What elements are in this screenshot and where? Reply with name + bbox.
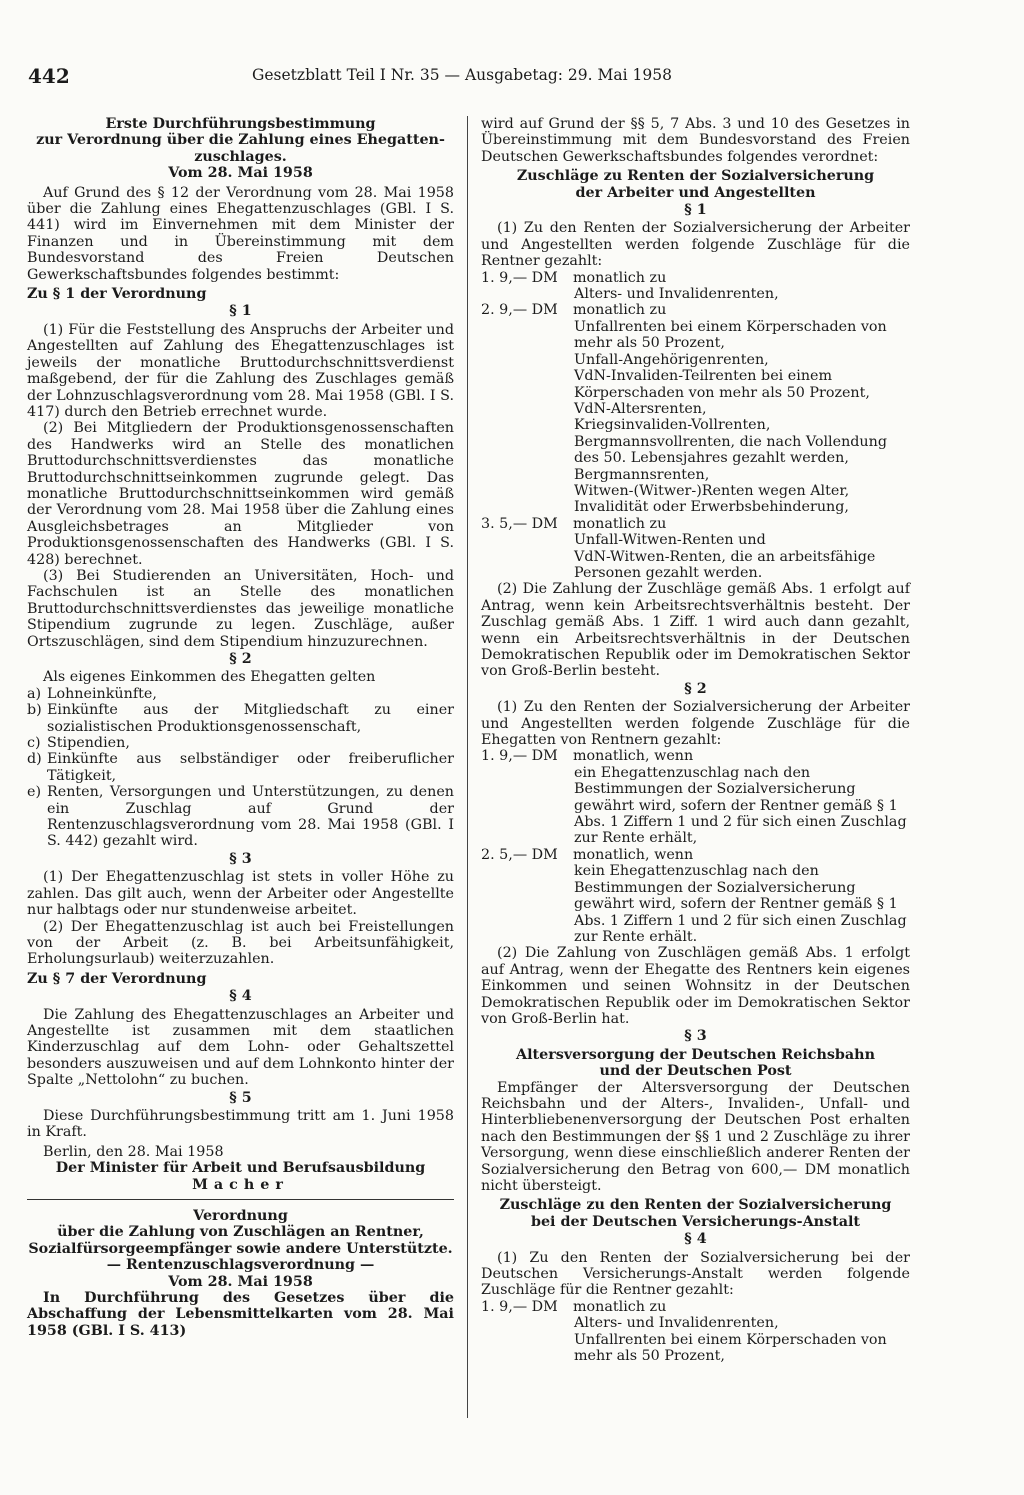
part-heading: Altersversorgung der Deutschen Reichsbahn	[516, 1046, 875, 1063]
list-item: e) Renten, Versorgungen und Unterstützungen, zu denen ein Zuschlag auf Grund der Rentenzuschlagsverordnung vom 28. Mai 1958 (GBl. I S. 442) gezahlt wird.	[27, 784, 454, 850]
decree-title: Erste Durchführungsbestimmung	[105, 116, 376, 132]
paragraph: Als eigenes Einkommen des Ehegatten gelten	[43, 669, 376, 686]
running-head: Gesetzblatt Teil I Nr. 35 — Ausgabetag: 29. Mai 1958	[252, 66, 672, 84]
paragraph: Diese Durchführungsbestimmung tritt am 1. Juni 1958 in Kraft.	[27, 1107, 454, 1141]
section-heading: § 2	[684, 680, 707, 697]
rate-row: 1. 9,— DM monatlich, wenn	[481, 748, 694, 765]
rate-row: 3. 5,— DM monatlich zu	[481, 515, 667, 532]
page-header	[28, 64, 996, 96]
rate-item: Unfall-Witwen-Renten und	[574, 532, 766, 549]
rate-item: Alters- und Invalidenrenten,	[574, 1315, 779, 1332]
paragraph: Die Zahlung des Ehegattenzuschlages an Arbeiter und Angestellte ist zusammen mit dem staatlichen Kinderzuschlag auf dem Lohn- oder Gehaltszettel besonders auszuweisen und auf dem Lohnkonto hinter der Spalte „Nettolohn“ zu buchen.	[27, 1006, 454, 1089]
rate-item: VdN-Witwen-Renten, die an arbeitsfähige Personen gezahlt werden.	[574, 548, 876, 581]
section-heading: § 4	[684, 1231, 707, 1248]
decree-preamble: Auf Grund des § 12 der Verordnung vom 28. Mai 1958 über die Zahlung eines Ehegattenzuschlages (GBl. I S. 441) wird im Einvernehmen mit dem Minister der Finanzen und in Übereinstimmung mit dem Bundesvorstand des Freien Deutschen Gewerkschaftsbundes folgendes bestimmt:	[27, 184, 454, 283]
section-heading: § 3	[684, 1028, 707, 1045]
separator-rule	[27, 1199, 454, 1200]
list-item: c) Stipendien,	[27, 735, 130, 752]
part-heading-line2: bei der Deutschen Versicherungs-Anstalt	[530, 1213, 861, 1230]
right-column	[481, 116, 910, 1364]
list-item: a) Lohneinkünfte,	[27, 685, 157, 702]
ordinance-title-line2: über die Zahlung von Zuschlägen an Rentner,	[57, 1224, 424, 1241]
rate-item: Bergmannsrenten,	[574, 466, 710, 483]
rate-item: Unfall-Angehörigenrenten,	[574, 351, 769, 368]
paragraph: (1) Der Ehegattenzuschlag ist stets in voller Höhe zu zahlen. Das gilt auch, wenn der Arbeiter oder Angestellte nur halbtags oder nur stundenweise arbeitet.	[27, 869, 454, 919]
decree-title-line3: zuschlages.	[194, 148, 287, 165]
rate-item: kein Ehegattenzuschlag nach den Bestimmungen der Sozialversicherung gewährt wird, sofern der Rentner gemäß § 1 Abs. 1 Ziffern 1 und 2 für sich einen Zuschlag zur Rente erhält.	[574, 863, 907, 945]
place-and-date: Berlin, den 28. Mai 1958	[43, 1143, 224, 1160]
part-heading-line2: und der Deutschen Post	[599, 1063, 792, 1080]
rate-item: Unfallrenten bei einem Körperschaden von mehr als 50 Prozent,	[574, 1331, 887, 1365]
rate-row: 2. 5,— DM monatlich, wenn	[481, 846, 694, 863]
subheading-zu-1: Zu § 1 der Verordnung	[27, 286, 207, 303]
part-heading: Zuschläge zu Renten der Sozialversicherung	[516, 168, 875, 185]
paragraph: (2) Die Zahlung der Zuschläge gemäß Abs. 1 erfolgt auf Antrag, wenn kein Arbeitsrechtsverhältnis besteht. Der Zuschlag gemäß Abs. 1 Ziff. 1 wird auch dann gezahlt, wenn ein Arbeitsrechtsverhältnis in der Deutschen Demokratischen Republik oder im Demokratischen Sektor von Groß-Berlin besteht.	[481, 581, 910, 680]
signature-name: Macher	[192, 1176, 289, 1193]
ordinance-title: Verordnung	[193, 1208, 288, 1224]
ordinance-date: Vom 28. Mai 1958	[168, 1273, 313, 1290]
paragraph: (1) Zu den Renten der Sozialversicherung bei der Deutschen Versicherungs-Anstalt werden folgende Zuschläge für die Rentner gezahlt:	[481, 1249, 910, 1299]
rate-item: VdN-Altersrenten,	[574, 400, 707, 417]
paragraph: (2) Der Ehegattenzuschlag ist auch bei Freistellungen von der Arbeit (z. B. bei Arbeitsunfähigkeit, Erholungsurlaub) weiterzuzahlen.	[27, 918, 454, 968]
rate-row: 2. 9,— DM monatlich zu	[481, 302, 667, 319]
rate-item: Bergmannsvollrenten, die nach Vollendung des 50. Lebensjahres gezahlt werden,	[574, 433, 887, 467]
section-heading: § 2	[229, 651, 252, 667]
minister-title: Der Minister für Arbeit und Berufsausbildung	[55, 1160, 426, 1177]
section-heading: § 4	[229, 988, 252, 1005]
left-column	[27, 116, 454, 1339]
rate-item: ein Ehegattenzuschlag nach den Bestimmungen der Sozialversicherung gewährt wird, sofern der Rentner gemäß § 1 Abs. 1 Ziffern 1 und 2 für sich einen Zuschlag zur Rente erhält,	[574, 764, 907, 847]
decree-title-line2: zur Verordnung über die Zahlung eines Ehegatten-	[36, 132, 445, 149]
paragraph: Empfänger der Altersversorgung der Deutschen Reichsbahn und der Alters-, Invaliden-, Unfall- und Hinterbliebenenversorgung der Deutschen Post erhalten nach den Bestimmungen der §§ 1 und 2 Zuschläge zu ihrer Versorgung, wenn diese einschließlich anderer Renten der Sozialversicherung den Betrag von 600,— DM monatlich nicht übersteigt.	[481, 1079, 910, 1194]
paragraph: (1) Für die Feststellung des Anspruchs der Arbeiter und Angestellten auf Zahlung des Ehegattenzuschlages ist jeweils der monatliche Bruttodurchschnittsverdienst maßgebend, der für die Zahlung des Zuschlages gemäß der Lohnzuschlagsverordnung vom 28. Mai 1958 (GBl. I S. 417) durch den Betrieb errechnet wurde.	[27, 321, 454, 420]
rate-item: Kriegsinvaliden-Vollrenten,	[574, 417, 771, 434]
section-heading: § 1	[229, 303, 252, 320]
column-divider	[467, 116, 468, 1418]
paragraph: (2) Bei Mitgliedern der Produktionsgenossenschaften des Handwerks wird an Stelle des monatlichen Bruttodurchschnittsverdienstes das monatliche Bruttodurchschnittseinkommen zugrunde gelegt. Das monatliche Bruttodurchschnittseinkommen wird gemäß der Verordnung vom 28. Mai 1958 über die Zahlung eines Ausgleichsbetrages an Mitglieder von Produktionsgenossenschaften des Handwerks (GBl. I S. 428) berechnet.	[27, 420, 454, 568]
paragraph: (1) Zu den Renten der Sozialversicherung der Arbeiter und Angestellten werden folgende Zuschläge für die Ehegatten von Rentnern gezahlt:	[481, 699, 910, 749]
section-heading: § 1	[684, 202, 707, 219]
rate-row: 1. 9,— DM monatlich zu	[481, 269, 667, 286]
rate-item: Alters- und Invalidenrenten,	[574, 286, 779, 303]
section-heading: § 3	[229, 850, 252, 867]
preamble-continuation: wird auf Grund der §§ 5, 7 Abs. 3 und 10 des Gesetzes in Übereinstimmung mit dem Bundesvorstand des Freien Deutschen Gewerkschaftsbundes folgendes verordnet:	[481, 116, 910, 165]
paragraph: (1) Zu den Renten der Sozialversicherung der Arbeiter und Angestellten werden folgende Zuschläge für die Rentner gezahlt:	[481, 220, 910, 270]
section-heading: § 5	[229, 1089, 252, 1106]
part-heading-line2: der Arbeiter und Angestellten	[575, 184, 816, 201]
rate-row: 1. 9,— DM monatlich zu	[481, 1298, 667, 1315]
rate-item: Witwen-(Witwer-)Renten wegen Alter, Invalidität oder Erwerbsbehinderung,	[574, 482, 850, 516]
decree-date: Vom 28. Mai 1958	[168, 165, 313, 182]
ordinance-preamble: In Durchführung des Gesetzes über die Abschaffung der Lebensmittelkarten vom 28. Mai 1958 (GBl. I S. 413)	[27, 1290, 454, 1339]
rate-item: Unfallrenten bei einem Körperschaden von mehr als 50 Prozent,	[574, 318, 887, 352]
paragraph: (3) Bei Studierenden an Universitäten, Hoch- und Fachschulen ist an Stelle des monatlichen Bruttodurchschnittsverdienstes das jeweilige monatliche Stipendium zugrunde zu legen. Zuschläge, außer Ortszuschlägen, sind dem Stipendium hinzuzurechnen.	[27, 567, 454, 650]
ordinance-title-line3: Sozialfürsorgeempfänger sowie andere Unterstützte.	[28, 1240, 453, 1257]
subheading-zu-7: Zu § 7 der Verordnung	[27, 970, 207, 987]
part-heading: Zuschläge zu den Renten der Sozialversicherung	[499, 1197, 892, 1214]
list-item: d) Einkünfte aus selbständiger oder freiberuflicher Tätigkeit,	[27, 751, 454, 784]
list-item: b) Einkünfte aus der Mitgliedschaft zu einer sozialistischen Produktionsgenossenschaft,	[27, 702, 454, 735]
rate-item: VdN-Invaliden-Teilrenten bei einem Körperschaden von mehr als 50 Prozent,	[574, 368, 870, 401]
ordinance-short-title: — Rentenzuschlagsverordnung —	[106, 1257, 375, 1274]
paragraph: (2) Die Zahlung von Zuschlägen gemäß Abs. 1 erfolgt auf Antrag, wenn der Ehegatte des Rentners kein eigenes Einkommen und seinen Wohnsitz in der Deutschen Demokratischen Republik oder im Demokratischen Sektor von Groß-Berlin hat.	[481, 945, 910, 1027]
page-number: 442	[28, 64, 70, 88]
